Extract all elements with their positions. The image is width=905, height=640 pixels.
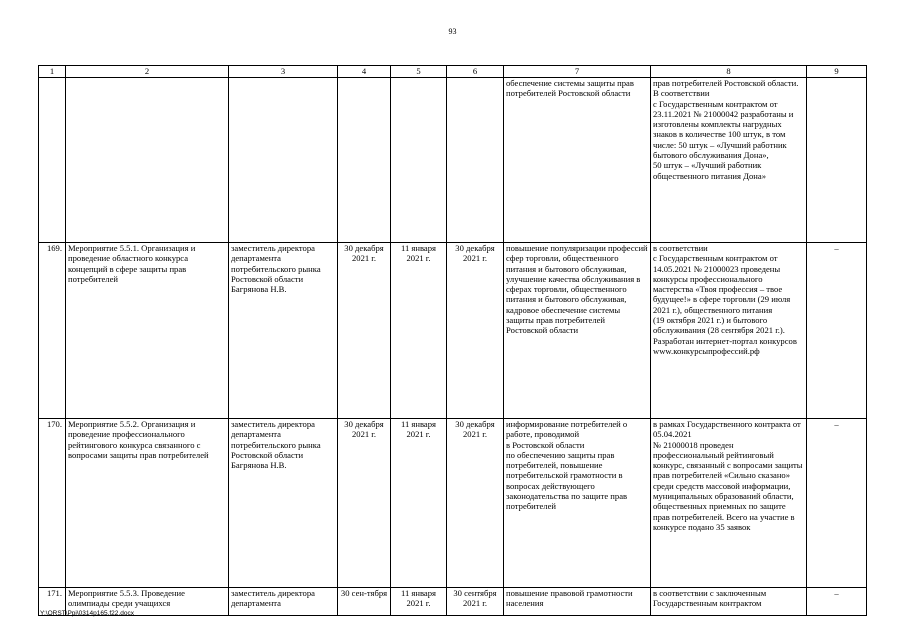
row-number	[39, 78, 66, 243]
row-number: 171.	[39, 588, 66, 616]
column-header: 4	[338, 66, 391, 78]
responsible-cell: заместитель директора департамента	[229, 588, 338, 616]
expected-result-cell: обеспечение системы защиты прав потребителей Ростовской области	[504, 78, 651, 243]
actual-result-cell: в рамках Государственного контракта от 05.04.2021 № 21000018 проведен профессиональный рейтинговый конкурс, связанный с вопросами защиты прав потребителей «Сильно сказано» среди средств массовой информации, муниципальных образований области, общественных приемных по защите прав потребителей. Всего на участие в конкурсе подано 35 заявок	[651, 419, 807, 588]
expected-result-cell: информирование потребителей о работе, проводимой в Ростовской области по обеспечению защиты прав потребителей, повышение потребительской грамотности в вопросах действующего законодательства по защите прав потребителей	[504, 419, 651, 588]
notes-cell: –	[807, 419, 867, 588]
report-table	[38, 65, 867, 616]
start-date-cell: 11 января 2021 г.	[391, 419, 447, 588]
column-header: 1	[39, 66, 66, 78]
row-number: 169.	[39, 243, 66, 419]
column-number-row	[39, 66, 867, 78]
planned-date-cell: 30 декабря 2021 г.	[338, 243, 391, 419]
activity-cell: Мероприятие 5.5.3. Проведение олимпиады среди учащихся	[66, 588, 229, 616]
table-row	[39, 78, 867, 243]
table-row	[39, 588, 867, 616]
column-header: 3	[229, 66, 338, 78]
document-file-path: Y:\ORST\Ppi\0314p165.f22.docx	[40, 610, 134, 617]
column-header: 8	[651, 66, 807, 78]
column-header: 7	[504, 66, 651, 78]
activity-cell: Мероприятие 5.5.2. Организация и проведение профессионального рейтингового конкурса связанного с вопросами защиты прав потребителей	[66, 419, 229, 588]
start-date-cell	[391, 78, 447, 243]
column-header: 9	[807, 66, 867, 78]
notes-cell: –	[807, 243, 867, 419]
end-date-cell: 30 декабря 2021 г.	[447, 243, 504, 419]
activity-cell	[66, 78, 229, 243]
actual-result-cell: в соответствии с заключенным Государственным контрактом	[651, 588, 807, 616]
table-row	[39, 243, 867, 419]
end-date-cell: 30 декабря 2021 г.	[447, 419, 504, 588]
start-date-cell: 11 января 2021 г.	[391, 588, 447, 616]
responsible-cell	[229, 78, 338, 243]
end-date-cell	[447, 78, 504, 243]
start-date-cell: 11 января 2021 г.	[391, 243, 447, 419]
row-number: 170.	[39, 419, 66, 588]
responsible-cell: заместитель директора департамента потребительского рынка Ростовской области Багрянова Н.В.	[229, 243, 338, 419]
table-row	[39, 419, 867, 588]
activity-cell: Мероприятие 5.5.1. Организация и проведение областного конкурса концепций в сфере защиты прав потребителей	[66, 243, 229, 419]
planned-date-cell	[338, 78, 391, 243]
column-header: 6	[447, 66, 504, 78]
notes-cell: –	[807, 588, 867, 616]
expected-result-cell: повышение правовой грамотности населения	[504, 588, 651, 616]
end-date-cell: 30 сентября 2021 г.	[447, 588, 504, 616]
planned-date-cell: 30 декабря 2021 г.	[338, 419, 391, 588]
planned-date-cell: 30 сен-тября	[338, 588, 391, 616]
actual-result-cell: прав потребителей Ростовской области. В соответствии с Государственным контрактом от 23.11.2021 № 21000042 разработаны и изготовлены комплекты нагрудных знаков в количестве 100 штук, в том числе: 50 штук – «Лучший работник бытового обслуживания Дона», 50 штук – «Лучший работник общественного питания Дона»	[651, 78, 807, 243]
page-number: 93	[448, 27, 457, 36]
notes-cell	[807, 78, 867, 243]
column-header: 2	[66, 66, 229, 78]
actual-result-cell: в соответствии с Государственным контрактом от 14.05.2021 № 21000023 проведены конкурсы профессионального мастерства «Твоя профессия – твое будущее!» в сфере торговли (29 июля 2021 г.), общественного питания (19 октября 2021 г.) и бытового обслуживания (28 сентября 2021 г.). Разработан интернет-портал конкурсов www.конкурсыпрофессий.рф	[651, 243, 807, 419]
responsible-cell: заместитель директора департамента потребительского рынка Ростовской области Багрянова Н.В.	[229, 419, 338, 588]
expected-result-cell: повышение популяризации профессий сфер торговли, общественного питания и бытового обслуживая, улучшение качества обслуживания в сферах торговли, общественного питания и бытового обслуживая, кадровое обеспечение системы защиты прав потребителей Ростовской области	[504, 243, 651, 419]
column-header: 5	[391, 66, 447, 78]
